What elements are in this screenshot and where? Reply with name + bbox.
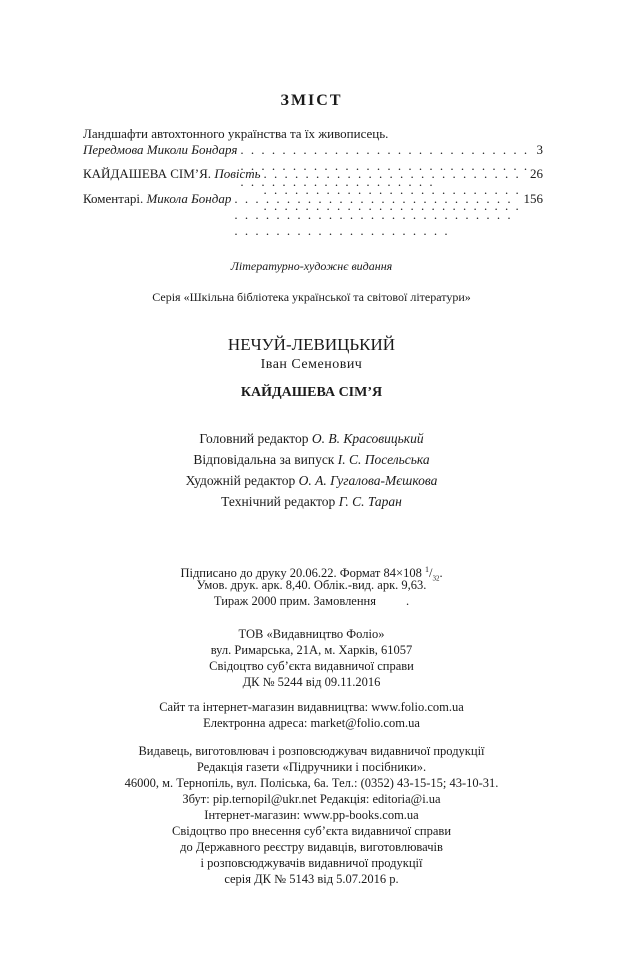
toc-entry-2-label: КАЙДАШЕВА СІМ’Я. bbox=[83, 166, 212, 181]
toc-entry-1-line1: Ландшафти автохтонного українства та їх живописець. bbox=[83, 126, 389, 141]
manufacturer-line-7: до Державного реєстру видавців, виготовлювачів bbox=[180, 840, 443, 854]
toc-entry-2-label-italic: Повість bbox=[214, 166, 261, 181]
credit-name: І. С. Посельська bbox=[337, 452, 430, 467]
print-line-2: Умов. друк. арк. 8,40. Облік.-вид. арк. 9,63. bbox=[196, 578, 427, 592]
format-end: . bbox=[439, 566, 443, 581]
toc-entry-1-label: Передмова Миколи Бондаря bbox=[83, 142, 238, 157]
manufacturer-line-9: серія ДК № 5143 від 5.07.2016 р. bbox=[224, 872, 399, 886]
format-numerator: 1 bbox=[424, 565, 429, 574]
manufacturer-line-5: Інтернет-магазин: www.pp-books.com.ua bbox=[204, 808, 419, 822]
manufacturer-line-1: Видавець, виготовлювач і розповсюджувач видавничої продукції bbox=[138, 744, 485, 758]
toc-entry-3-page: 156 bbox=[523, 191, 543, 206]
toc-entry-1-page: 3 bbox=[536, 142, 543, 157]
format-slash: / bbox=[428, 566, 433, 581]
series: Серія «Шкільна бібліотека української та світової літератури» bbox=[152, 290, 471, 304]
manufacturer-line-3: 46000, м. Тернопіль, вул. Поліська, 6а. Тел.: (0352) 43-15-15; 43-10-31. bbox=[124, 776, 499, 790]
web-line-2: Електронна адреса: market@folio.com.ua bbox=[203, 716, 420, 730]
web-line-1: Сайт та інтернет-магазин видавництва: www.folio.com.ua bbox=[159, 700, 464, 714]
print-format: Підписано до друку 20.06.22. Формат 84×108 bbox=[180, 566, 422, 581]
credit-tech-editor bbox=[0, 494, 623, 510]
manufacturer-line-2: Редакція газети «Підручники і посібники». bbox=[196, 760, 427, 774]
toc-entry-3-label: Коментарі. bbox=[83, 191, 144, 206]
print-run: Тираж 2000 прим. Замовлення bbox=[213, 594, 376, 608]
print-run-end: . bbox=[405, 594, 410, 608]
manufacturer-line-8: і розповсюджувачів видавничої продукції bbox=[200, 856, 423, 870]
credit-responsible bbox=[0, 452, 623, 468]
credit-role: Художній редактор bbox=[185, 473, 296, 488]
publisher-line-3: Свідоцтво суб’єкта видавничої справи bbox=[209, 659, 414, 673]
publisher-line-2: вул. Римарська, 21А, м. Харків, 61057 bbox=[210, 643, 413, 657]
book-title: КАЙДАШЕВА СІМ’Я bbox=[240, 385, 383, 400]
author-name: Іван Семенович bbox=[260, 357, 363, 372]
publisher-line-1: ТОВ «Видавництво Фоліо» bbox=[238, 627, 385, 641]
print-line-3 bbox=[0, 594, 623, 609]
publisher-line-4: ДК № 5244 від 09.11.2016 bbox=[242, 675, 381, 689]
toc-entry-2-page: 26 bbox=[530, 166, 543, 181]
credit-art-editor bbox=[0, 473, 623, 489]
credit-name: Г. С. Таран bbox=[338, 494, 402, 509]
manufacturer-line-4: Збут: pip.ternopil@ukr.net Редакція: editoria@i.ua bbox=[182, 792, 441, 806]
credit-role: Відповідальна за випуск bbox=[193, 452, 335, 467]
credit-name: О. В. Красовицький bbox=[311, 431, 424, 446]
credit-name: О. А. Гугалова-Мєшкова bbox=[298, 473, 438, 488]
format-denominator: 32 bbox=[432, 574, 440, 583]
edition-type: Літературно-художнє видання bbox=[230, 259, 393, 273]
credit-role: Технічний редактор bbox=[221, 494, 336, 509]
credit-chief-editor bbox=[0, 431, 623, 447]
toc-leader-dots bbox=[234, 191, 520, 239]
toc-entry-3 bbox=[83, 191, 543, 239]
manufacturer-line-6: Свідоцтво про внесення суб’єкта видавничої справи bbox=[171, 824, 452, 838]
author-surname: НЕЧУЙ-ЛЕВИЦЬКИЙ bbox=[227, 335, 396, 354]
toc-entry-3-label-italic: Микола Бондар bbox=[146, 191, 232, 206]
toc-title: ЗМІСТ bbox=[280, 92, 343, 109]
credit-role: Головний редактор bbox=[199, 431, 309, 446]
